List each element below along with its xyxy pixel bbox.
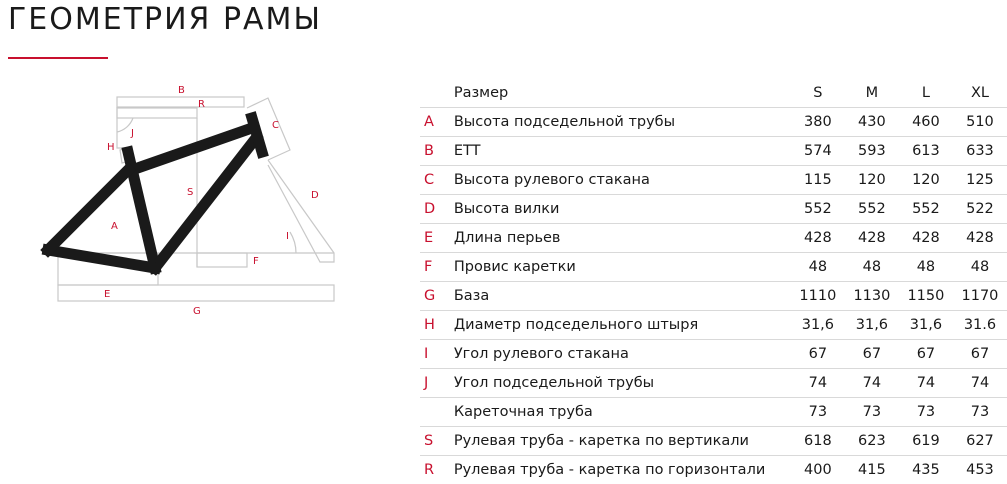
row-key: F: [420, 253, 454, 282]
row-param: Рулевая труба - каретка по горизонтали: [454, 456, 791, 484]
table-row: [420, 311, 1007, 340]
row-param: Высота рулевого стакана: [454, 166, 791, 195]
row-key: H: [420, 311, 454, 340]
row-value: 48: [899, 253, 953, 282]
header-param: Размер: [454, 79, 791, 108]
dim-j-guide: [117, 107, 130, 148]
table-row: [420, 224, 1007, 253]
dim-d-bracket: [268, 160, 334, 262]
row-value: 31,6: [791, 311, 845, 340]
row-value: 627: [953, 427, 1007, 456]
row-value: 415: [845, 456, 899, 484]
row-value: 613: [899, 137, 953, 166]
frame-geometry-diagram: [0, 60, 420, 360]
row-value: 31.6: [953, 311, 1007, 340]
table-row: [420, 340, 1007, 369]
row-value: 74: [791, 369, 845, 398]
row-value: 522: [953, 195, 1007, 224]
row-value: 48: [791, 253, 845, 282]
row-key: I: [420, 340, 454, 369]
header-size-xl: XL: [953, 79, 1007, 108]
diagram-label-i: I: [286, 231, 289, 242]
row-key: G: [420, 282, 454, 311]
row-key: B: [420, 137, 454, 166]
table-row: [420, 137, 1007, 166]
row-value: 552: [791, 195, 845, 224]
page-title: ГЕОМЕТРИЯ РАМЫ: [8, 2, 322, 37]
geometry-table: [420, 79, 1007, 484]
row-value: 593: [845, 137, 899, 166]
row-value: 428: [899, 224, 953, 253]
row-value: 48: [845, 253, 899, 282]
header-size-l: L: [899, 79, 953, 108]
seat-stay: [48, 170, 128, 250]
row-value: 73: [791, 398, 845, 427]
row-value: 460: [899, 108, 953, 137]
row-key: S: [420, 427, 454, 456]
row-value: 48: [953, 253, 1007, 282]
row-value: 74: [899, 369, 953, 398]
row-value: 67: [845, 340, 899, 369]
header-size-m: M: [845, 79, 899, 108]
row-value: 73: [845, 398, 899, 427]
row-value: 1130: [845, 282, 899, 311]
diagram-label-f: F: [253, 256, 259, 267]
diagram-label-c: C: [272, 120, 279, 131]
diagram-label-j: J: [130, 128, 134, 139]
row-param: База: [454, 282, 791, 311]
diagram-label-d: D: [311, 190, 319, 201]
row-value: 633: [953, 137, 1007, 166]
row-value: 453: [953, 456, 1007, 484]
row-value: 120: [845, 166, 899, 195]
dim-g-box: [58, 285, 334, 301]
row-param: Провис каретки: [454, 253, 791, 282]
row-key: D: [420, 195, 454, 224]
table-row: [420, 398, 1007, 427]
diagram-label-b: B: [178, 85, 185, 96]
dim-f-box: [197, 253, 247, 267]
row-value: 67: [899, 340, 953, 369]
table-row: [420, 427, 1007, 456]
row-value: 125: [953, 166, 1007, 195]
dim-b-box: [117, 97, 244, 107]
row-value: 400: [791, 456, 845, 484]
row-param: Диаметр подседельного штыря: [454, 311, 791, 340]
row-param: Угол рулевого стакана: [454, 340, 791, 369]
row-value: 552: [845, 195, 899, 224]
row-param: Рулевая труба - каретка по вертикали: [454, 427, 791, 456]
row-value: 574: [791, 137, 845, 166]
row-value: 74: [953, 369, 1007, 398]
diagram-label-s: S: [187, 187, 193, 198]
row-value: 73: [899, 398, 953, 427]
row-value: 74: [845, 369, 899, 398]
diagram-label-e: E: [104, 289, 110, 300]
table-header-row: [420, 79, 1007, 108]
table-row: [420, 108, 1007, 137]
dim-r-box: [117, 108, 197, 118]
table-row: [420, 253, 1007, 282]
row-value: 67: [953, 340, 1007, 369]
row-value: 619: [899, 427, 953, 456]
diagram-label-a: A: [111, 221, 118, 232]
row-value: 428: [845, 224, 899, 253]
row-key: A: [420, 108, 454, 137]
table-row: [420, 456, 1007, 484]
row-value: 618: [791, 427, 845, 456]
row-value: 73: [953, 398, 1007, 427]
row-param: Высота вилки: [454, 195, 791, 224]
row-param: Длина перьев: [454, 224, 791, 253]
row-value: 120: [899, 166, 953, 195]
row-param: ETT: [454, 137, 791, 166]
row-value: 1110: [791, 282, 845, 311]
row-value: 31,6: [845, 311, 899, 340]
table-row: [420, 369, 1007, 398]
row-key: R: [420, 456, 454, 484]
row-value: 430: [845, 108, 899, 137]
row-key: E: [420, 224, 454, 253]
row-value: 31,6: [899, 311, 953, 340]
row-value: 380: [791, 108, 845, 137]
row-value: 510: [953, 108, 1007, 137]
row-param: Угол подседельной трубы: [454, 369, 791, 398]
row-value: 428: [791, 224, 845, 253]
table-row: [420, 166, 1007, 195]
row-value: 1150: [899, 282, 953, 311]
row-value: 1170: [953, 282, 1007, 311]
table-row: [420, 195, 1007, 224]
row-key: C: [420, 166, 454, 195]
header-size-s: S: [791, 79, 845, 108]
row-value: 67: [791, 340, 845, 369]
row-value: 428: [953, 224, 1007, 253]
title-underline: [8, 57, 108, 59]
table-row: [420, 282, 1007, 311]
row-key: J: [420, 369, 454, 398]
row-value: 435: [899, 456, 953, 484]
row-value: 623: [845, 427, 899, 456]
row-value: 115: [791, 166, 845, 195]
row-param: Кареточная труба: [454, 398, 791, 427]
diagram-label-h: H: [107, 142, 115, 153]
diagram-label-r: R: [198, 99, 205, 110]
diagram-label-g: G: [193, 306, 201, 317]
dim-i-arc: [290, 232, 296, 253]
row-key: [420, 398, 454, 427]
row-value: 552: [899, 195, 953, 224]
row-param: Высота подседельной трубы: [454, 108, 791, 137]
